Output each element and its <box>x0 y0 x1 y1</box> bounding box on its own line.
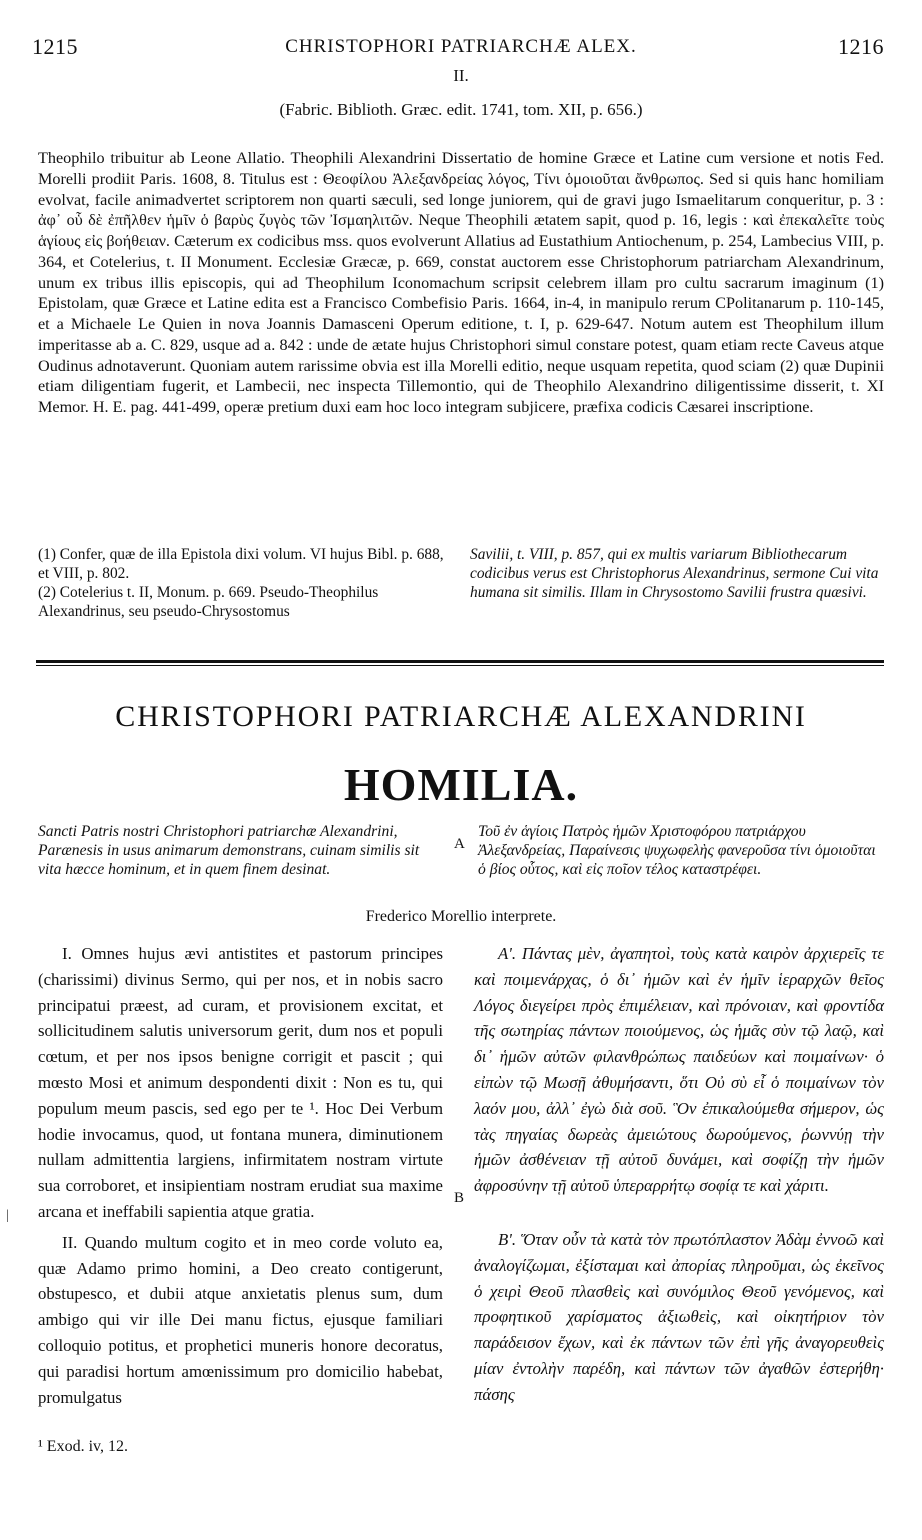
homily-title-line2: HOMILIA. <box>343 759 579 810</box>
page-number-right: 1216 <box>838 34 884 59</box>
greek-heading: Τοῦ ἐν ἁγίοις Πατρὸς ἡμῶν Χριστοφόρου πατριάρχου Ἀλεξανδρείας, Παραίνεσις ψυχωφελὴς φανεροῦσα τίνι ὁμοιοῦται ὁ βίος οὗτος, καὶ εἰς ποῖον τέλος καταστρέφει. <box>478 823 876 878</box>
section-divider-thin <box>36 665 884 666</box>
greek-paragraph-2: Β'. Ὅταν οὖν τὰ κατὰ τὸν πρωτόπλαστον Ἀδὰμ ἐννοῶ καὶ ἀναλογίζωμαι, ἐξίσταμαι καὶ ἀπορίας πληροῦμαι, ὡς ἐκεῖνος ὁ χειρὶ Θεοῦ πλασθεὶς καὶ συνόμιλος Θεοῦ γενόμενος, καὶ προφητικοῦ χαρίσματος ἀξιωθεὶς, καὶ οἰκητήριον τὸν παράδεισον ἔχων, καὶ ἐκ πάντων τῶν ἐπὶ γῆς ἀναγορευθεὶς μίαν ἐντολὴν παρέδη, καὶ πάντων τῶν ἀγαθῶν ἐστερήθη· πάσης <box>474 1229 884 1404</box>
greek-paragraph-1: Α'. Πάντας μὲν, ἀγαπητοὶ, τοὺς κατὰ καιρὸν ἀρχιερεῖς τε καὶ ποιμενάρχας, ὁ δι᾽ ἡμῶν καὶ ἐν ἡμῖν ἱεραρχῶν θεῖος Λόγος διεγείρει πρὸς ἐπιμέλειαν, καὶ πρόνοιαν, καὶ φροντίδα τῆς σωτηρίας πάντων ποιούμενος, ὡς ἡμᾶς σὺν τῷ λαῷ, καὶ δι᾽ ἡμῶν αὐτῶν φιλανθρώπως παιδεύων καὶ ποιμαίνων· ὁ εἰπὼν τῷ Μωσῇ ἀθυμήσαντι, ὅτι Οὐ σὺ εἶ ὁ ποιμαίνων τὸν λαόν μου, ἀλλ᾽ ἐγὼ διὰ σοῦ. Ὃν ἐπικαλούμεθα σήμερον, ὡς τὰς πηγαίας δωρεὰς ἀμειώτους δωρούμενος, ῥωννύῃ τὴν ἡμῶν ἀσθένειαν τῇ αὐτοῦ δυνάμει, καὶ σοφίζῃ τὴν ἡμῶν ἀφροσύνην τῇ αὐτοῦ ὑπεραρρήτῳ σοφίᾳ τε καὶ χάριτι. <box>474 944 884 1196</box>
section-number: II. <box>453 66 469 85</box>
bottom-footnote: ¹ Exod. iv, 12. <box>38 1438 128 1455</box>
margin-letter-b: B <box>454 1190 465 1206</box>
latin-paragraph-1: I. Omnes hujus ævi antistites et pastorum principes (charissimi) divinus Sermo, qui per nos, et in nobis sacro principatui præest, ad curam, et provisionem excitat, et sollicitudinem salutis universorum gerit, dum nos et populi cœtum, et per nos ipsos benigne corrigit et pascit ; qui mœsto Mosi et animum despondenti dixit : Non es tu, qui populum meum pascis, sed ego per te ¹. Hoc Dei Verbum hodie invocamus, quod, ut fontana munera, diminutionem nullam admittentia largiens, infirmitatem nostram virtute sua corroboret, et insipientiam nostram erudiat sua maxime arcana et ineffabili sapientia atque gratia. <box>38 944 443 1221</box>
page-number-left: 1215 <box>32 34 78 59</box>
homily-title-line1: CHRISTOPHORI PATRIARCHÆ ALEXANDRINI <box>115 700 807 733</box>
section-divider-thick <box>36 660 884 663</box>
greek-column <box>474 941 884 1408</box>
footnotes-left-column: (1) Confer, quæ de illa Epistola dixi volum. VI hujus Bibl. p. 688, et VIII, p. 802. (2) Cotelerius t. II, Monum. p. 669. Pseudo-Theophilus Alexandrinus, seu pseudo-Chrysostomus <box>38 546 444 620</box>
latin-paragraph-2: II. Quando multum cogito et in meo corde voluto ea, quæ Adamo primo homini, a Deo creato contigerunt, obstupesco, et dubii atque anxietatis plenus sum, dum ambigo qui vir ille Dei manu fictus, ejusque familiari colloquio potitus, et prophetici muneris honore decoratus, qui paradisi hortum amœnissimum pro domicilio habebat, promulgatus <box>38 1232 443 1407</box>
footnotes-right-column: Savilii, t. VIII, p. 857, qui ex multis variarum Bibliothecarum codicibus verus est Christophorus Alexandrinus, sermone Cui vita humana sit similis. Illam in Chrysostomo Savilii frustra quæsivi. <box>470 546 879 601</box>
latin-heading: Sancti Patris nostri Christophori patriarchæ Alexandrini, Parænesis in usus animarum demonstrans, cuinam similis sit vita hæcce hominum, et in quem finem desinat. <box>38 823 420 878</box>
source-citation: (Fabric. Biblioth. Græc. edit. 1741, tom. XII, p. 656.) <box>279 100 643 119</box>
interpreter-line: Frederico Morellio interprete. <box>365 908 557 925</box>
margin-rule-mark: | <box>6 1208 9 1223</box>
intro-paragraph: Theophilo tribuitur ab Leone Allatio. Theophili Alexandrini Dissertatio de homine Græce et Latine cum versione et notis Fed. Morelli prodiit Paris. 1608, 8. Titulus est : Θεοφίλου Ἀλεξανδρείας λόγος, Τίνι ὁμοιοῦται ἄνθρωπος. Sed si quis hanc homiliam evolvat, facile animadvertet scriptorem non quarti sæculi, sed longe juniorem, qui de gravi jugo Ismaelitarum conqueritur, p. 3 : ἀφ᾽ οὗ δὲ ἐπῆλθεν ἡμῖν ὁ βαρὺς ζυγὸς τῶν Ἰσμαηλιτῶν. Neque Theophili ætatem sapit, quod p. 16, legis : καὶ ἐπεκαλεῖτε τοὺς ἁγίους εἰς βοήθειαν. Cæterum ex codicibus mss. quos evolverunt Allatius ad Eustathium Antiochenum, p. 254, Lambecius VIII, p. 364, et Cotelerius, t. II Monument. Ecclesiæ Græcæ, p. 669, constat auctorem esse Christophorum patriarcham Alexandrinum, unum ex tribus illis episcopis, qui ad Theophilum Iconomachum scripsit celebrem illam pro cultu sacrarum imaginum (1) Epistolam, quæ Græce et Latine edita est a Francisco Combefisio Paris. 1664, in-4, in manipulo rerum CPolitanarum p. 110-145, et a Michaele Le Quien in nova Joannis Damasceni Operum editione, t. I, p. 629-647. Notum autem est Theophilum illum imperitasse ab a. C. 829, usque ad a. 842 : unde de ætate hujus Christophori simul constare potest, quam etiam recte Caveus atque Oudinus adnotaverunt. Quoniam autem rarissime obvia est illa Morelli editio, neque usquam repetita, quod sciam (2) quæ Dupinii etiam diligentiam fugerit, et Lambecii, nec inspecta Tillemontio, qui de Theophilo Alexandrino diligentissime disserit, t. XI Memor. H. E. pag. 441-499, operæ pretium duxi eam hoc loco integram subjicere, præfixa codicis Cæsarei inscriptione. <box>38 149 884 416</box>
margin-letter-a: A <box>454 836 465 852</box>
latin-column <box>38 941 443 1410</box>
running-title: CHRISTOPHORI PATRIARCHÆ ALEX. <box>285 36 637 57</box>
